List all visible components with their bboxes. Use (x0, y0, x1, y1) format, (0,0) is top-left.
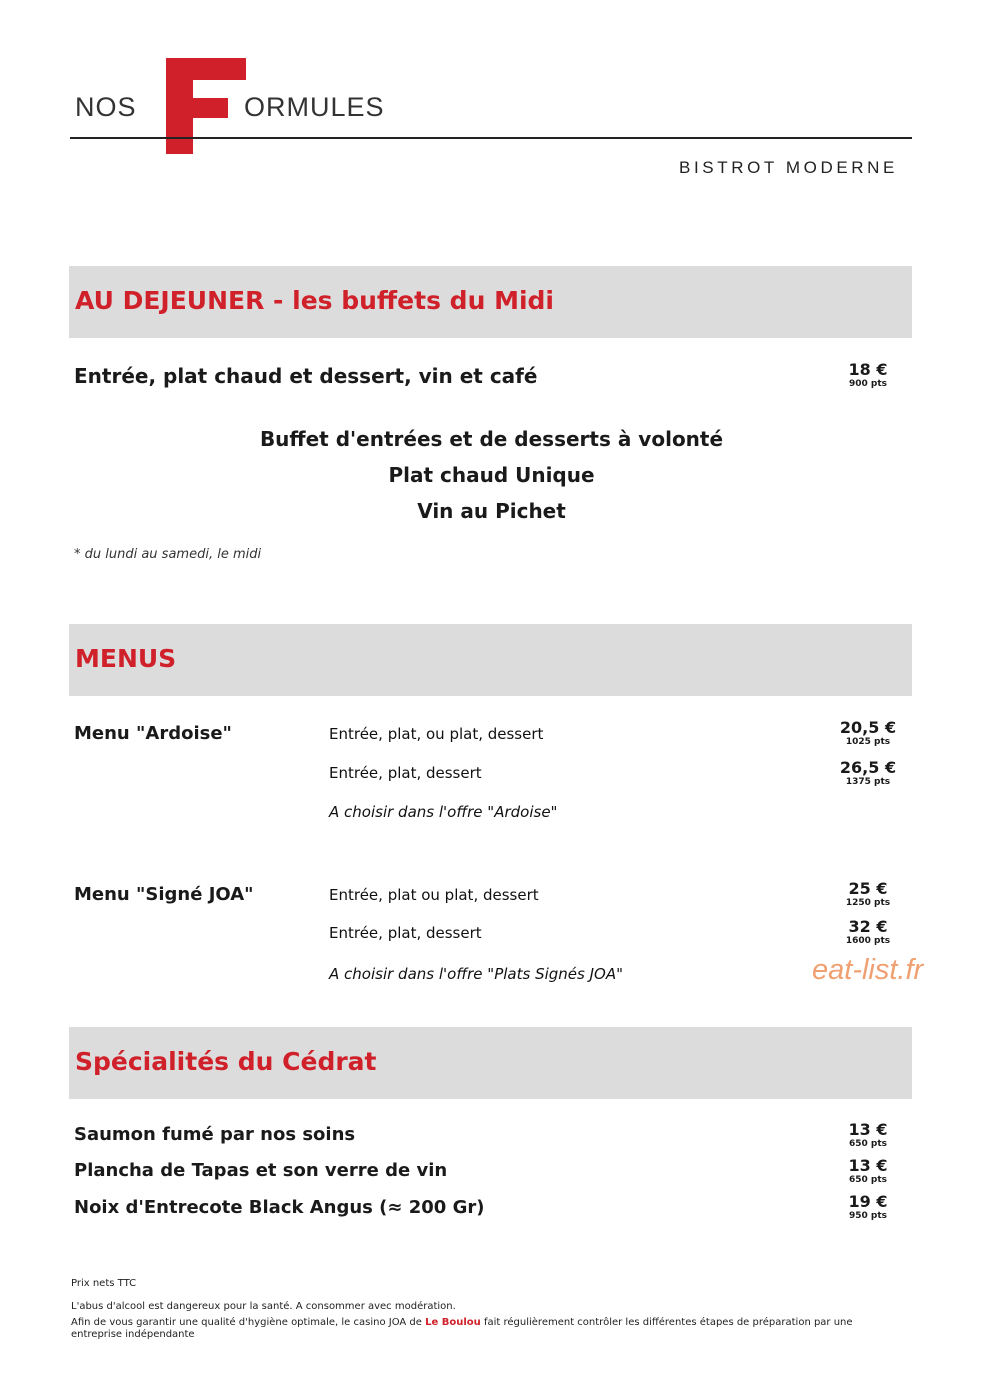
menu-signe-option-2: Entrée, plat, dessert (329, 924, 482, 942)
title-nos: NOS (75, 92, 137, 122)
points-value: 650 pts (848, 1175, 888, 1185)
menu-ardoise-price-1 (828, 719, 908, 748)
footer-hygiene-place: Le Boulou (425, 1317, 481, 1328)
menu-ardoise-price-2 (828, 759, 908, 788)
watermark-logo: eat-list.fr (812, 954, 924, 986)
section-bar-dejeuner (69, 266, 912, 338)
section-title-specialites: Spécialités du Cédrat (75, 1047, 377, 1076)
specialite-price-2 (828, 1157, 908, 1186)
points-value: 1025 pts (845, 737, 891, 747)
dejeuner-detail-2: Plat chaud Unique (388, 463, 595, 487)
footer-hygiene-before: Afin de vous garantir une qualité d'hygiène optimale, le casino JOA de (71, 1317, 422, 1328)
specialite-price-1 (828, 1121, 908, 1150)
price-value: 26,5 € (839, 758, 897, 777)
menu-signe-note: A choisir dans l'offre "Plats Signés JOA" (329, 965, 623, 983)
dejeuner-detail-1: Buffet d'entrées et de desserts à volonté (259, 427, 724, 451)
price-value: 19 € (848, 1192, 888, 1211)
specialite-item-2: Plancha de Tapas et son verre de vin (74, 1160, 448, 1181)
points-value: 1375 pts (845, 777, 891, 787)
price-value: 13 € (848, 1120, 888, 1139)
section-bar-menus (69, 624, 912, 696)
dejeuner-offer-price (828, 361, 908, 390)
title-ormules: ORMULES (244, 92, 385, 122)
price-value: 20,5 € (839, 718, 897, 737)
menu-signe-price-2 (828, 918, 908, 947)
specialite-item-3: Noix d'Entrecote Black Angus (≈ 200 Gr) (74, 1197, 485, 1218)
dejeuner-detail-3: Vin au Pichet (417, 499, 566, 523)
price-value: 32 € (848, 917, 888, 936)
specialite-item-1: Saumon fumé par nos soins (74, 1124, 356, 1145)
footer-alcool: L'abus d'alcool est dangereux pour la santé. A consommer avec modération. (71, 1301, 456, 1312)
menu-signe-price-1 (828, 880, 908, 909)
footer-prix: Prix nets TTC (71, 1278, 137, 1289)
points-value: 1600 pts (845, 936, 891, 946)
dejeuner-note: * du lundi au samedi, le midi (74, 547, 262, 562)
header-rule (70, 137, 912, 139)
price-value: 13 € (848, 1156, 888, 1175)
big-f-logo (166, 58, 246, 154)
menu-ardoise-note: A choisir dans l'offre "Ardoise" (329, 803, 558, 821)
points-value: 1250 pts (845, 898, 891, 908)
points-value: 900 pts (848, 379, 888, 389)
dejeuner-offer-label: Entrée, plat chaud et dessert, vin et café (74, 364, 538, 388)
points-value: 950 pts (848, 1211, 888, 1221)
menu-ardoise-name: Menu "Ardoise" (74, 723, 232, 744)
menu-signe-name: Menu "Signé JOA" (74, 884, 254, 905)
menu-ardoise-option-1: Entrée, plat, ou plat, dessert (329, 725, 544, 743)
price-value: 25 € (848, 879, 888, 898)
price-value: 18 € (848, 360, 888, 379)
section-title-dejeuner: AU DEJEUNER - les buffets du Midi (75, 286, 554, 315)
footer-hygiene-after: fait régulièrement contrôler les différentes étapes de préparation par une entreprise indépendante (71, 1317, 853, 1340)
subtitle: BISTROT MODERNE (679, 158, 898, 177)
footer-hygiene (71, 1317, 906, 1341)
section-title-menus: MENUS (75, 644, 177, 673)
menu-ardoise-option-2: Entrée, plat, dessert (329, 764, 482, 782)
specialite-price-3 (828, 1193, 908, 1222)
menu-signe-option-1: Entrée, plat ou plat, dessert (329, 886, 539, 904)
points-value: 650 pts (848, 1139, 888, 1149)
section-bar-specialites (69, 1027, 912, 1099)
